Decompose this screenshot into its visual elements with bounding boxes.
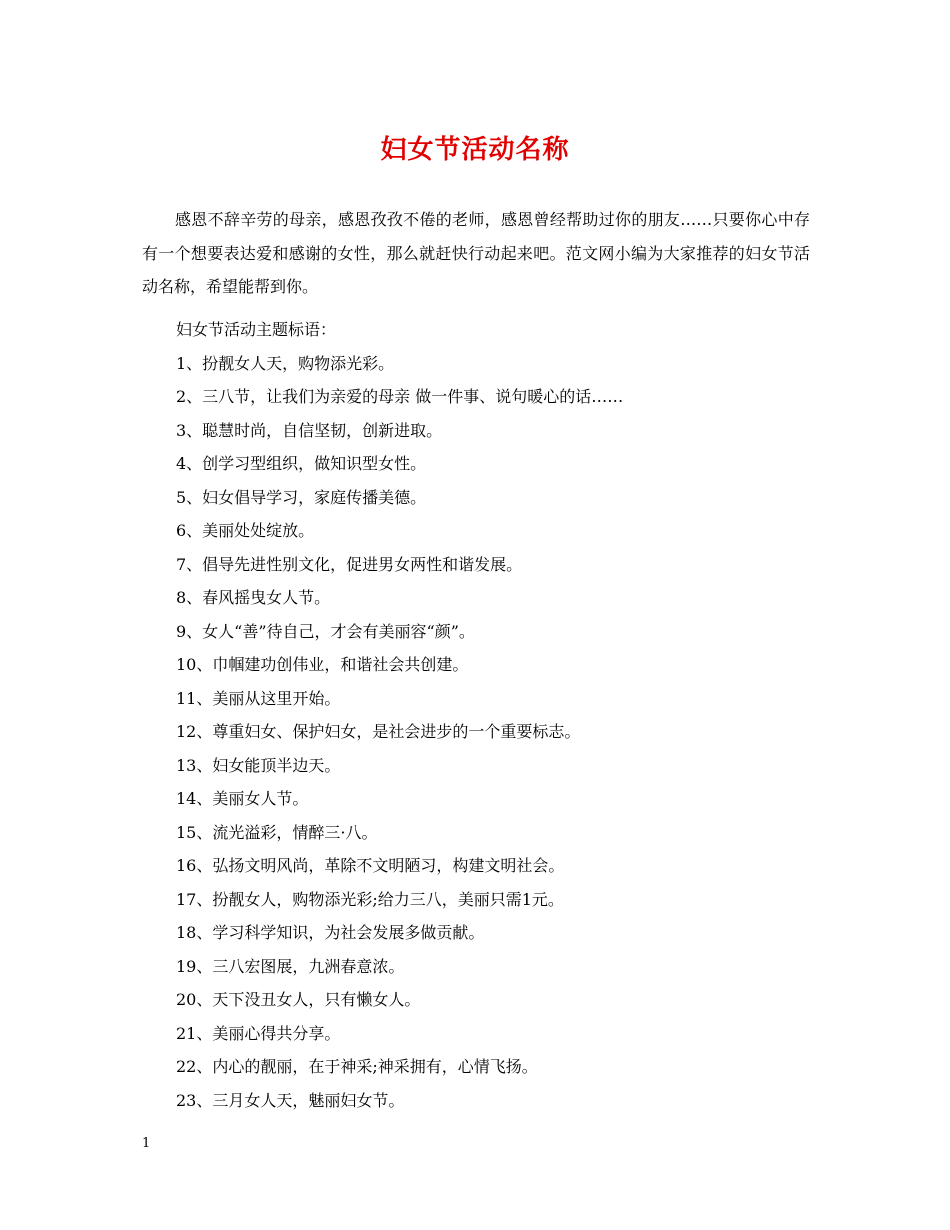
list-item: 14、美丽女人节。 [176, 789, 309, 808]
list-item: 1、扮靓女人天，购物添光彩。 [176, 353, 395, 373]
list-item: 21、美丽心得共分享。 [176, 1023, 341, 1043]
section-heading: 妇女节活动主题标语： [176, 320, 337, 339]
list-item: 8、春风摇曳女人节。 [176, 588, 331, 607]
list-item: 20、天下没丑女人，只有懒女人。 [176, 990, 421, 1009]
list-item: 4、创学习型组织，做知识型女性。 [176, 454, 427, 473]
list-item: 15、流光溢彩，情醉三·八。 [176, 822, 378, 842]
list-item: 18、学习科学知识，为社会发展多做贡献。 [176, 923, 485, 942]
list-item: 5、妇女倡导学习，家庭传播美德。 [176, 487, 427, 507]
list-item: 10、巾帼建功创伟业，和谐社会共创建。 [176, 655, 469, 674]
list-item: 2、三八节，让我们为亲爱的母亲 做一件事、说句暖心的话…… [176, 387, 624, 406]
intro-paragraph: 感恩不辞辛劳的母亲，感恩孜孜不倦的老师，感恩曾经帮助过你的朋友……只要你心中存有一个想要表达爱和感谢的女性，那么就赶快行动起来吧。范文网小编为大家推荐的妇女节活动名称，希望能帮到你。 [142, 210, 810, 296]
list-item: 17、扮靓女人，购物添光彩;给力三八，美丽只需1元。 [176, 889, 564, 909]
list-item: 12、尊重妇女、保护妇女，是社会进步的一个重要标志。 [176, 722, 581, 741]
list-item: 9、女人“善”待自己，才会有美丽容“颜”。 [176, 621, 475, 641]
list-item: 19、三八宏图展，九洲春意浓。 [176, 956, 405, 976]
list-item: 16、弘扬文明风尚，革除不文明陋习，构建文明社会。 [176, 856, 565, 875]
list-item: 3、聪慧时尚，自信坚韧，创新进取。 [176, 420, 443, 440]
page-number: 1 [142, 1136, 151, 1151]
list-item: 7、倡导先进性别文化，促进男女两性和谐发展。 [176, 554, 523, 574]
list-item: 6、美丽处处绽放。 [176, 521, 315, 540]
list-item: 13、妇女能顶半边天。 [176, 755, 341, 775]
slogan-list [176, 313, 816, 1117]
list-item: 11、美丽从这里开始。 [176, 688, 341, 708]
document-title: 妇女节活动名称 [380, 135, 570, 165]
list-item: 23、三月女人天，魅丽妇女节。 [176, 1090, 405, 1110]
list-item: 22、内心的靓丽，在于神采;神采拥有，心情飞扬。 [176, 1057, 538, 1076]
